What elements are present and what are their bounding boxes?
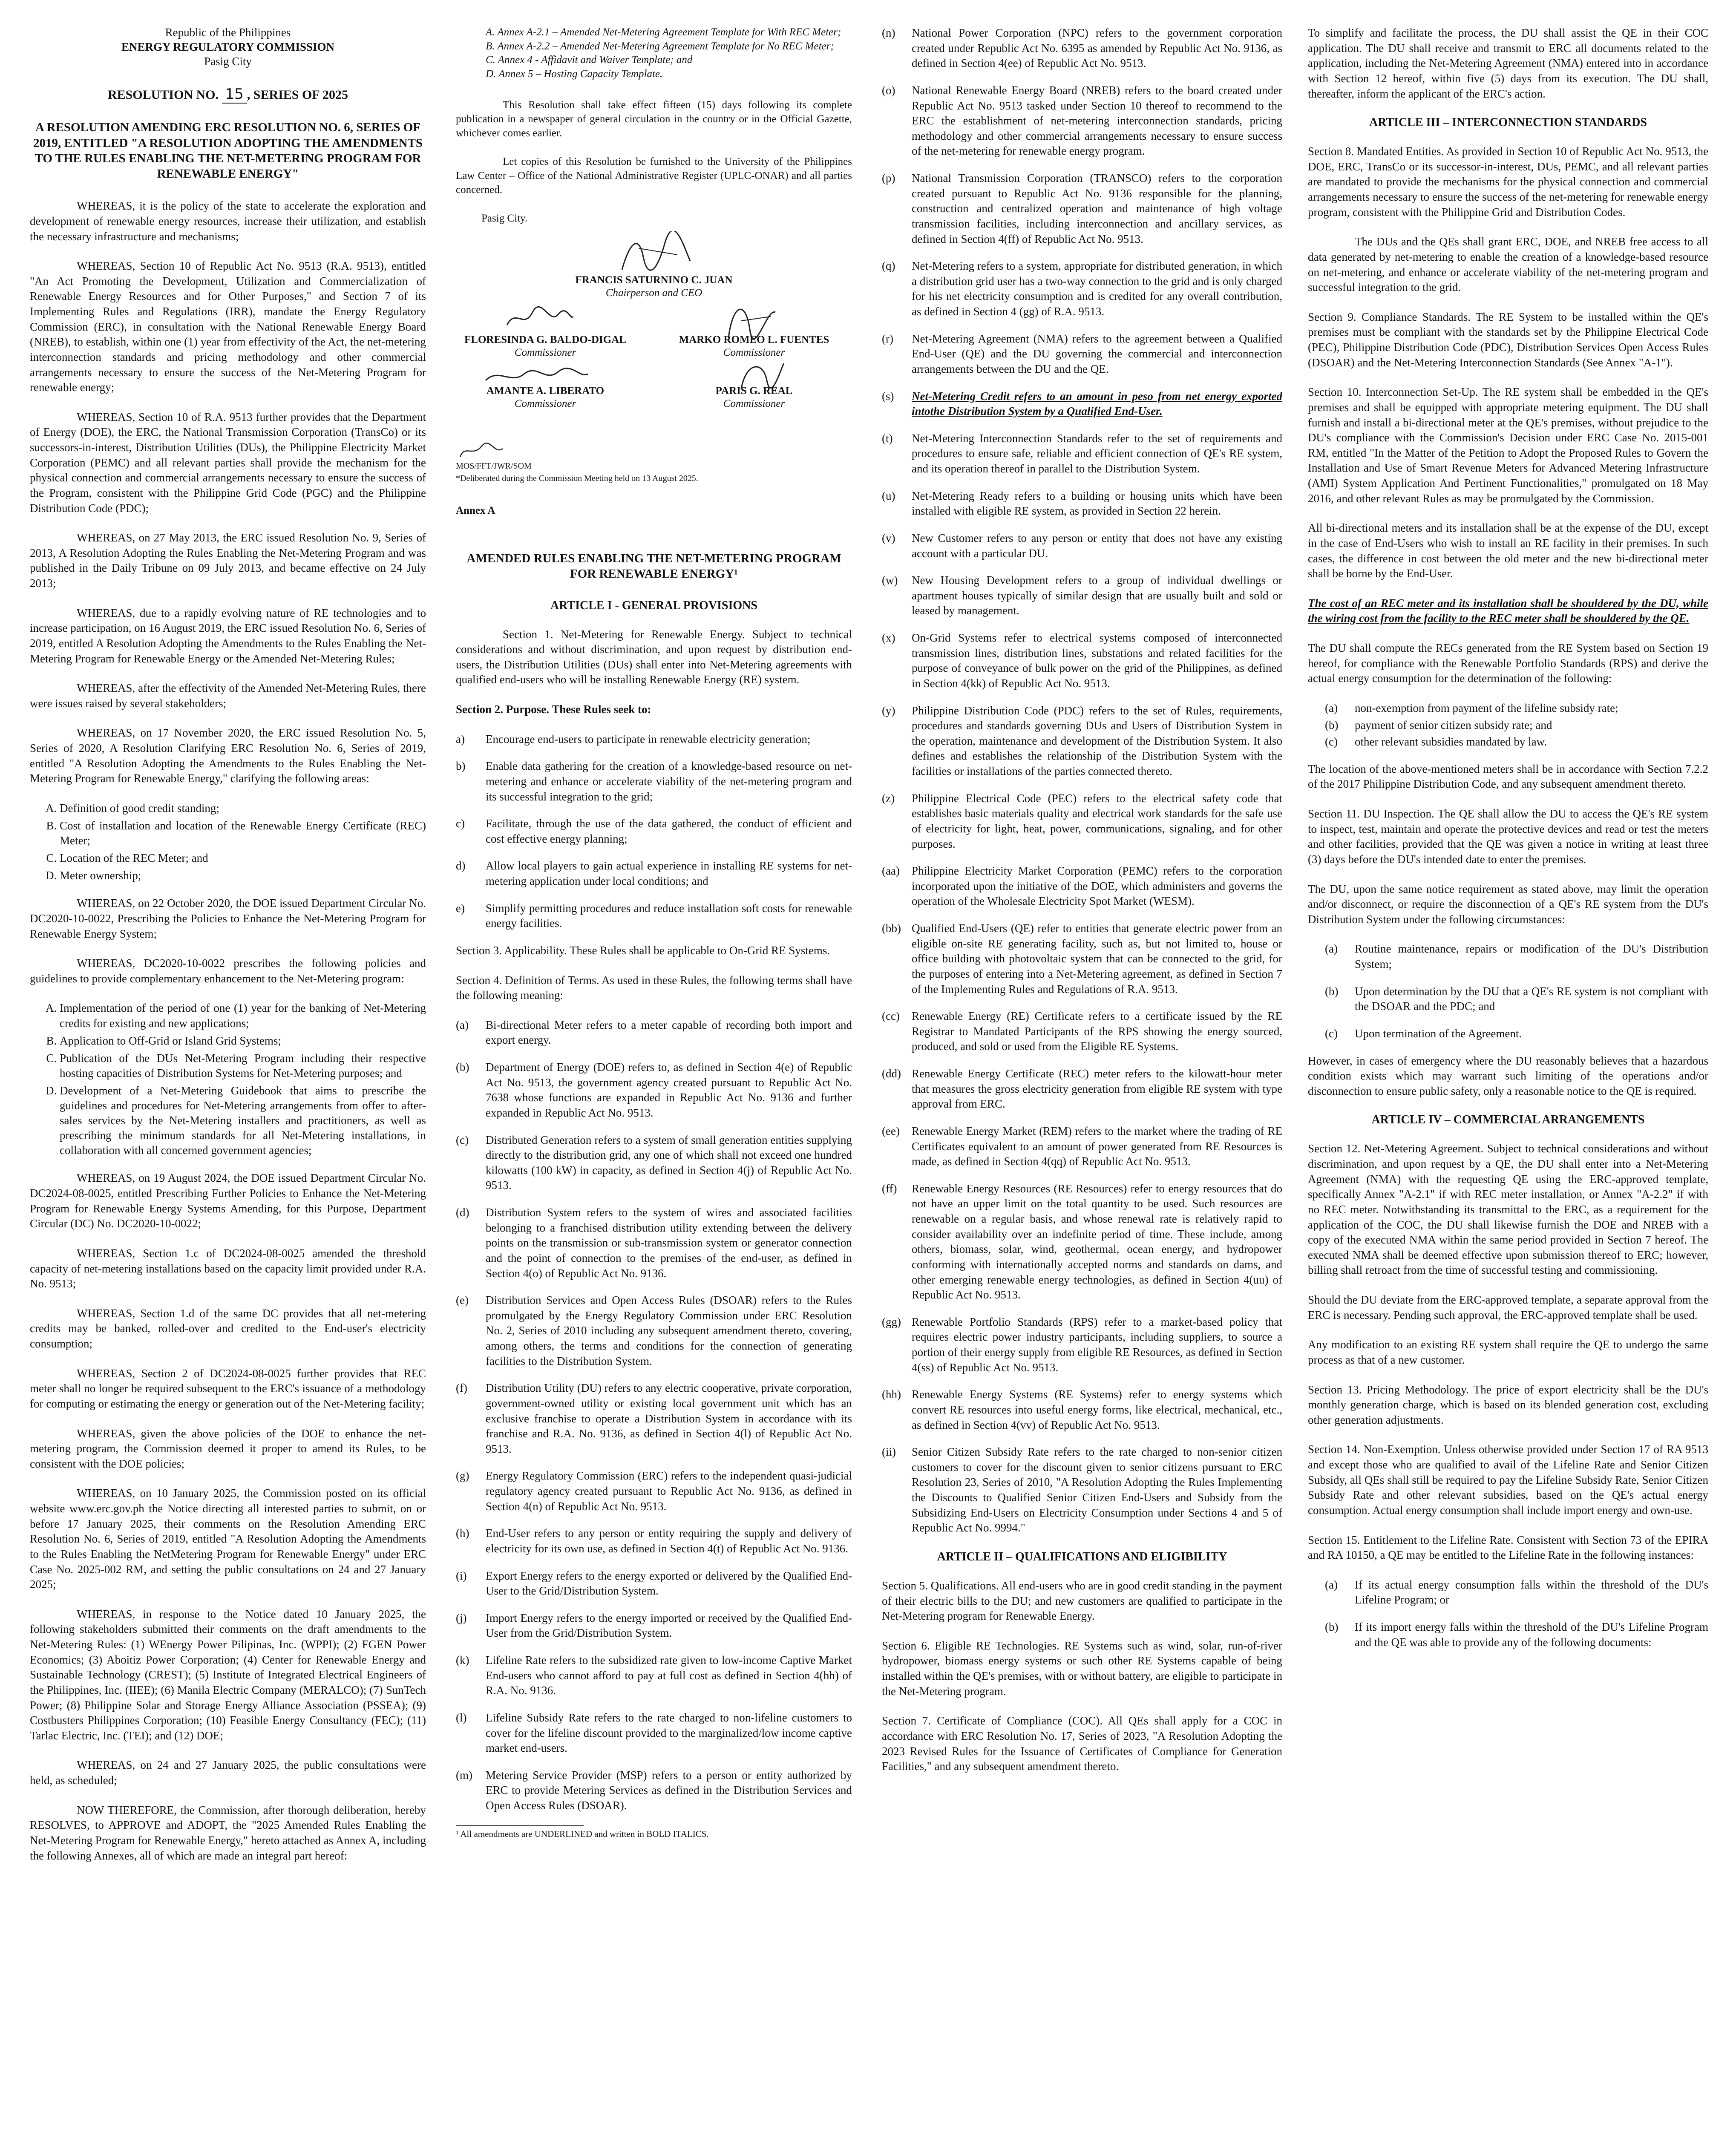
list-item: (gg) Renewable Portfolio Standards (RPS) refer to a market-based policy that requires electric power industry participants, including suppliers, to source a portion of their energy supply from eligible RE Resources, as defined in Section 4(ss) of Republic Act No. 9513. bbox=[882, 1315, 1282, 1374]
section-10-paragraph-2: All bi-directional meters and its installation shall be at the expense of the DU, except in the case of End-Users who wish to install an RE facility in their premises. In such cases, the difference in cost between the old meter and the new bi-directional meter shall be borne by the End-User. bbox=[1308, 521, 1708, 580]
section-7: Section 7. Certificate of Compliance (COC). All QEs shall apply for a COC in accordance with ERC Resolution No. 17, Series of 2023, "A Resolution Adopting the 2023 Revised Rules for the Issuance of Certificates of Compliance for Generation Facilities," and any subsequent amendment thereto. bbox=[882, 1714, 1282, 1773]
whereas-14: WHEREAS, given the above policies of the DOE to enhance the net-metering program, the Commission deemed it proper to amend its Rules, to be consistent with the DOE policies; bbox=[30, 1427, 426, 1470]
definitions-list bbox=[456, 1018, 852, 1813]
list-item: A. Implementation of the period of one (1) year for the banking of Net-Metering credits for existing and new applications; bbox=[60, 1001, 426, 1030]
clarified-areas-list bbox=[30, 801, 426, 883]
list-item: (k) Lifeline Rate refers to the subsidized rate given to low-income Captive Market End-users who cannot afford to pay at full cost as defined in Section 4(hh) of R.A. No. 9136. bbox=[456, 1654, 852, 1697]
article-3-heading: ARTICLE III – INTERCONNECTION STANDARDS bbox=[1369, 116, 1647, 130]
column-3 bbox=[882, 26, 1282, 2130]
whereas-8: WHEREAS, on 22 October 2020, the DOE issued Department Circular No. DC2020-10-0022, Prescribing the Policies to Enhance the Net-Metering Program for Renewable Energy System; bbox=[30, 897, 426, 940]
column-4 bbox=[1308, 26, 1708, 2130]
list-item: (j) Import Energy refers to the energy imported or received by the Qualified End-User from the Grid/Distribution System. bbox=[456, 1611, 852, 1640]
list-item: c) Facilitate, through the use of the data gathered, the conduct of efficient and cost effective energy planning; bbox=[456, 817, 852, 845]
section-1: Section 1. Net-Metering for Renewable Energy. Subject to technical considerations and without discrimination, and upon request by distribution end-users, the Distribution Utilities (DUs) shall enter into Net-Metering agreements with qualified end-users who will be installing Renewable Energy (RE) system. bbox=[456, 627, 852, 686]
copies-clause: Let copies of this Resolution be furnished to the University of the Philippines Law Center – Office of the National Administrative Register (UPLC-ONAR) and all parties concerned. bbox=[456, 156, 852, 196]
whereas-5: WHEREAS, due to a rapidly evolving nature of RE technologies and to increase participation, on 16 August 2019, the ERC issued Resolution No. 6, Series of 2019, entitled A Resolution Adopting the Amendments to the Rules Enabling the Net-Metering Program for Renewable Energy or the Amended Net-Metering Rules; bbox=[30, 606, 426, 665]
list-item: (w) New Housing Development refers to a group of individual dwellings or apartment houses typically of similar design that are usually built and sold or leased by management. bbox=[882, 574, 1282, 617]
section-8: Section 8. Mandated Entities. As provided in Section 10 of Republic Act No. 9513, the DOE, ERC, TransCo or its successor-in-interest, DUs, PEMC, and all relevant parties are mandated to provide the mechanisms for the physical connection and commercial arrangements necessary to ensure the success of the net-metering for renewable energy program, consistent with the Philippine Grid and Distribution Codes. bbox=[1308, 145, 1708, 219]
list-item: (c) Distributed Generation refers to a system of small generation entities supplying directly to the distribution grid, any one of which shall not exceed one hundred kilowatts (100 kW) in capacity, as defined in Section 4(j) of Republic Act No. 9513. bbox=[456, 1133, 852, 1192]
whereas-6: WHEREAS, after the effectivity of the Amended Net-Metering Rules, there were issues raised by several stakeholders; bbox=[30, 682, 426, 710]
signatory-commissioner-4: PARIS G. REAL Commissioner bbox=[715, 385, 793, 409]
whereas-7: WHEREAS, on 17 November 2020, the ERC issued Resolution No. 5, Series of 2020, A Resolution Clarifying ERC Resolution No. 6, Series of 2019, entitled "A Resolution Adopting the Amendments to the Rules Enabling the Net-Metering Program for Renewable Energy," clarifying the following areas: bbox=[30, 726, 426, 785]
list-item: D. Development of a Net-Metering Guidebook that aims to prescribe the guidelines and procedures for Net-Metering arrangements from offer to after-sales services by the Net-Metering installers and practitioners, as well as prescribing the minimum standards for all Net-Metering installations, in collaboration with all concerned government agencies; bbox=[60, 1083, 426, 1158]
signatory-commissioner-3: AMANTE A. LIBERATO Commissioner bbox=[486, 385, 605, 409]
column-1 bbox=[30, 26, 426, 2130]
list-item: (q) Net-Metering refers to a system, appropriate for distributed generation, in which a distribution grid user has a two-way connection to the grid and is only charged for his net electricity consumption and is credited for any overall contribution, as defined in Section 4 (gg) of R.A. 9513. bbox=[882, 259, 1282, 318]
list-item: A. Definition of good credit standing; bbox=[60, 801, 426, 816]
whereas-3: WHEREAS, Section 10 of R.A. 9513 further provides that the Department of Energy (DOE), the ERC, the National Transmission Corporation (TransCo) or its successors-in-interest, Distribution Utilities (DUs), the Philippine Electricity Market Corporation (PEMC) and all relevant parties shall provide the mechanism for the physical connection and commercial arrangements necessary to ensure the success of the Program, consistent with the Philippine Grid Code (PGC) and the Philippine Distribution Code (PDC); bbox=[30, 410, 426, 515]
section-10-paragraph-5: The location of the above-mentioned meters shall be in accordance with Section 7.2.2 of the 2017 Philippine Distribution Code, and any subsequent amendment thereto. bbox=[1308, 762, 1708, 791]
list-item: (cc) Renewable Energy (RE) Certificate refers to a certificate issued by the RE Registrar to Mandated Participants of the RPS showing the energy sourced, produced, and sold or used from the Eligible RE Systems. bbox=[882, 1010, 1282, 1053]
section-10: Section 10. Interconnection Set-Up. The RE system shall be embedded in the QE's premises and shall be equipped with appropriate metering equipment. The DU shall furnish and install a bi-directional meter at the QE's premises, without prejudice to the DU's compliance with the Commission's Decision under ERC Case No. 2015-001 RM, entitled "In the Matter of the Petition to Adopt the Proposed Rules to Govern the Installation and Use of Smart Revenue Meters for Advanced Metering Infrastructure (AMI) System Application And Pertinent Functionalities," promulgated on 18 May 2016, and other relevant Rules as may be promulgated by the Commission. bbox=[1308, 386, 1708, 505]
list-item: C. Annex 4 - Affidavit and Waiver Template; and bbox=[486, 54, 693, 66]
list-item: (d) Distribution System refers to the system of wires and associated facilities belonging to a franchised distribution utility extending between the delivery points on the transmission or sub-transmission system or generator connection and the point of connection to the premises of the end-user, as defined in Section 4(o) of Republic Act No. 9136. bbox=[456, 1206, 852, 1280]
list-item: (e) Distribution Services and Open Access Rules (DSOAR) refers to the Rules promulgated by the Energy Regulatory Commission under ERC Resolution No. 2, Series of 2010 including any subsequent amendment thereto, covering, among others, the terms and conditions for the connection of generating facilities to the Distribution System. bbox=[456, 1294, 852, 1367]
list-item: (o) National Renewable Energy Board (NREB) refers to the board created under Republic Act No. 9513 tasked under Section 10 thereof to recommend to the ERC the establishment of net-metering interconnection standards, pricing methodology and other commercial arrangements necessary to ensure success of the net-metering for renewable energy program. bbox=[882, 83, 1282, 158]
whereas-13: WHEREAS, Section 2 of DC2024-08-0025 further provides that REC meter shall no longer be required subsequent to the ERC's issuance of a methodology for computing or estimating the energy or generation out of the Net-Metering facility; bbox=[30, 1367, 426, 1410]
list-item: (a) If its actual energy consumption falls within the threshold of the DU's Lifeline Program; or bbox=[1325, 1578, 1708, 1606]
list-item: B. Cost of installation and location of the Renewable Energy Certificate (REC) Meter; bbox=[60, 818, 426, 848]
signatory-commissioner-1: FLORESINDA G. BALDO-DIGAL Commissioner bbox=[464, 334, 626, 358]
definitions-list-continued bbox=[882, 26, 1282, 1536]
list-item: (ii) Senior Citizen Subsidy Rate refers to the rate charged to non-senior citizen customers to cover for the discount given to senior citizens pursuant to ERC Resolution 23, Series of 2010, "A Resolution Adopting the Rules Implementing the Discounts to Qualified Senior Citizen End-Users and Subsidy from the Subsidizing End-Users on Electricity Consumption under Sections 4 and 5 of Republic Act No. 9994." bbox=[882, 1445, 1282, 1534]
column-2 bbox=[456, 26, 852, 2130]
article-2-heading: ARTICLE II – QUALIFICATIONS AND ELIGIBILITY bbox=[937, 1550, 1227, 1563]
list-item: (v) New Customer refers to any person or entity that does not have any existing account with a particular DU. bbox=[882, 531, 1282, 560]
list-item: D. Meter ownership; bbox=[60, 868, 426, 883]
list-item: e) Simplify permitting procedures and reduce installation soft costs for renewable energy facilities. bbox=[456, 901, 852, 930]
section-6: Section 6. Eligible RE Technologies. RE Systems such as wind, solar, run-of-river hydropower, biomass energy systems or such other RE Systems capable of being installed within the QE's premises, with or without battery, are eligible to participate in the Net-Metering program. bbox=[882, 1639, 1282, 1698]
list-item: (c) Upon termination of the Agreement. bbox=[1325, 1027, 1522, 1040]
whereas-12: WHEREAS, Section 1.d of the same DC provides that all net-metering credits may be banked, rolled-over and credited to the End-user's electricity consumption; bbox=[30, 1307, 426, 1350]
letterhead bbox=[30, 26, 426, 69]
rules-title: AMENDED RULES ENABLING THE NET-METERING PROGRAM FOR RENEWABLE ENERGY¹ bbox=[466, 552, 841, 581]
policies-list bbox=[30, 1001, 426, 1158]
list-item: (x) On-Grid Systems refer to electrical systems composed of interconnected transmission lines, distribution lines, substations and related facilities for the purpose of conveyance of bulk power on the grid of the Philippines, as defined in Section 4(kk) of Republic Act No. 9513. bbox=[882, 631, 1282, 690]
list-item: (b) If its import energy falls within the threshold of the DU's Lifeline Program and the QE was able to provide any of the following documents: bbox=[1325, 1621, 1708, 1649]
list-item: C. Publication of the DUs Net-Metering Program including their respective hosting capacities of Distribution Systems for Net-Metering purposes; and bbox=[60, 1051, 426, 1081]
list-item: (ee) Renewable Energy Market (REM) refers to the market where the trading of RE Certificates equivalent to an amount of power generated from RE Resources is made, as defined in Section 4(qq) of Republic Act No. 9513. bbox=[882, 1124, 1282, 1168]
signatory-commissioner-2: MARKO ROMEO L. FUENTES Commissioner bbox=[679, 334, 829, 358]
annex-list bbox=[456, 26, 852, 81]
list-item: (y) Philippine Distribution Code (PDC) refers to the set of Rules, requirements, procedures and standards governing DUs and Users of Distribution System in the operation, maintenance and development of the Distribution System. It also defines and establishes the relationship of the Distribution System with the facilities or installations of the parties connected thereto. bbox=[882, 704, 1282, 777]
section-10-paragraph-4: The DU shall compute the RECs generated from the RE System based on Section 19 hereof, for compliance with the Renewable Portfolio Standards (RPS) and derive the actual energy consumption for the determination of the following: bbox=[1308, 642, 1708, 685]
purpose-list bbox=[456, 732, 852, 931]
section-3: Section 3. Applicability. These Rules shall be applicable to On-Grid RE Systems. bbox=[456, 944, 830, 957]
whereas-10: WHEREAS, on 19 August 2024, the DOE issued Department Circular No. DC2024-08-0025, entitled Prescribing Further Policies to Enhance the Net-Metering Program for Renewable Energy Systems Amending, for this Purpose, Department Circular (DC) No. DC2020-10-0022; bbox=[30, 1172, 426, 1230]
footnote: ¹ All amendments are UNDERLINED and written in BOLD ITALICS. bbox=[456, 1825, 584, 1839]
list-item: (bb) Qualified End-Users (QE) refer to entities that generate electric power from an eligible on-site RE generating facility, such as, but not limited to, house or office building with photovoltaic system that can be connected to the grid, for the purposes of entering into a Net-Metering agreement, as defined in Section 7 of the Implementing Rules and Regulations of R.A. 9513. bbox=[882, 922, 1282, 996]
list-item: (l) Lifeline Subsidy Rate refers to the rate charged to non-lifeline customers to cover for the lifeline discount provided to the marginalized/low income captive market end-users. bbox=[456, 1711, 852, 1755]
section-12-paragraph-2: Should the DU deviate from the ERC-approved template, a separate approval from the ERC is necessary. Pending such approval, the ERC-approved template shall be used. bbox=[1308, 1293, 1708, 1321]
list-item: (n) National Power Corporation (NPC) refers to the government corporation created under Republic Act No. 6395 as amended by Republic Act No. 9136, as defined in Section 4(ee) of Republic Act No. 9513. bbox=[882, 26, 1282, 70]
list-item: (u) Net-Metering Ready refers to a building or housing units which have been installed with eligible RE system, as provided in Section 22 herein. bbox=[882, 489, 1282, 518]
signature-baldo-digal-image bbox=[503, 304, 575, 334]
whereas-1: WHEREAS, it is the policy of the state to accelerate the exploration and development of renewable energy resources, increase their utilization, and establish the necessary infrastructure and mechanisms; bbox=[30, 199, 426, 243]
resolving-clause: NOW THEREFORE, the Commission, after thorough deliberation, hereby RESOLVES, to APPROVE and ADOPT, the "2025 Amended Rules Enabling the Net-Metering Program for Renewable Energy," hereto attached as Annex A, including the following Annexes, all of which are made an integral part hereof: bbox=[30, 1803, 426, 1862]
section-13: Section 13. Pricing Methodology. The price of export electricity shall be the DU's monthly generation charge, which is based on its blended generation cost, excluding other generation adjustments. bbox=[1308, 1383, 1708, 1426]
section-11: Section 11. DU Inspection. The QE shall allow the DU to access the QE's RE system to inspect, test, maintain and operate the protective devices and read or test the meters and other facilities, provided that the QE was given a notice in writing at least three (3) days before the DU's intended date to enter the premises. bbox=[1308, 807, 1708, 866]
subsidy-list bbox=[1308, 701, 1708, 750]
resolution-title: A RESOLUTION AMENDING ERC RESOLUTION NO. 6, SERIES OF 2019, ENTITLED "A RESOLUTION ADOPTING THE AMENDMENTS TO THE RULES ENABLING THE NET-METERING PROGRAM FOR RENEWABLE ENERGY" bbox=[33, 121, 423, 181]
list-item: (aa) Philippine Electricity Market Corporation (PEMC) refers to the corporation incorporated upon the initiative of the DOE, which administers and governs the operation of the Wholesale Electricity Spot Market (WESM). bbox=[882, 864, 1282, 908]
section-14: Section 14. Non-Exemption. Unless otherwise provided under Section 17 of RA 9513 and except those who are qualified to avail of the Lifeline Rate and Senior Citizen Subsidy, all QEs shall still be required to pay the Lifeline Subsidy Rate, Senior Citizen Subsidy Rate and other relevant subsidies, based on the QE's actual energy consumption. Actual energy consumption shall include import energy and own-use. bbox=[1308, 1443, 1708, 1517]
whereas-15: WHEREAS, on 10 January 2025, the Commission posted on its official website www.erc.gov.ph the Notice directing all interested parties to submit, on or before 17 January 2025, their comments on the Resolution Amending ERC Resolution No. 6, Series of 2019, entitled "A Resolution Adopting the Amendments to the Rules Enabling the NetMetering Program for Renewable Energy" under ERC Case No. 2025-002 RM, and setting the public consultations on 24 and 27 January 2025; bbox=[30, 1487, 426, 1591]
section-12: Section 12. Net-Metering Agreement. Subject to technical considerations and without discrimination, and upon request by a QE, the DU shall enter into a Net-Metering Agreement (NMA) with the requesting QE using the ERC-approved template, specifically Annex "A-2.1" if with REC meter installation, or Annex "A-2.2" if with no REC meter. Notwithstanding its transmittal to the ERC, as a requirement for the application of the COC, the DU shall likewise furnish the DOE and NREB with a copy of the executed NMA within the same period provided in Section 7 hereof. The executed NMA shall be deemed effective upon submission thereof to ERC; however, billing shall retroact from the time of successful testing and commissioning. bbox=[1308, 1142, 1708, 1277]
whereas-4: WHEREAS, on 27 May 2013, the ERC issued Resolution No. 9, Series of 2013, A Resolution Adopting the Rules Enabling the Net-Metering Program and was published in the Daily Tribune on 09 July 2013, and became effective on 24 July 2013; bbox=[30, 531, 426, 590]
place-line: Pasig City. bbox=[481, 213, 528, 224]
list-item: B. Annex A-2.2 – Amended Net-Metering Agreement Template for No REC Meter; bbox=[486, 40, 834, 52]
commission-name: ENERGY REGULATORY COMMISSION bbox=[121, 40, 335, 53]
section-4: Section 4. Definition of Terms. As used in these Rules, the following terms shall have the following meaning: bbox=[456, 973, 852, 1002]
list-item: (f) Distribution Utility (DU) refers to any electric cooperative, private corporation, government-owned utility or existing local government unit which has an exclusive franchise to operate a Distribution System in accordance with its franchise and R.A. No. 9136, as defined in Section 4(l) of Republic Act No. 9513. bbox=[456, 1382, 852, 1455]
list-item: (b) Department of Energy (DOE) refers to, as defined in Section 4(e) of Republic Act No. 9513, the government agency created pursuant to Republic Act No. 7638 whose functions are expanded in Republic Act No. 9136 and further expanded in Republic Act No. 9513. bbox=[456, 1061, 852, 1119]
list-item: (dd) Renewable Energy Certificate (REC) meter refers to the kilowatt-hour meter that measures the gross electricity generation from eligible RE system with type approval from ERC. bbox=[882, 1067, 1282, 1111]
list-item: (s) Net-Metering Credit refers to an amount in peso from net energy exported intothe Distribution System by a Qualified End-User. bbox=[882, 389, 1282, 418]
whereas-16: WHEREAS, in response to the Notice dated 10 January 2025, the following stakeholders submitted their comments on the draft amendments to the Net-Metering Rules: (1) WEnergy Power Pilipinas, Inc. (WPPI); (2) FGEN Power Economics; (3) Aboitiz Power Corporation; (4) Center for Renewable Energy and Sustainable Technology (CREST); (5) Institute of Integrated Electrical Engineers of the Philippines, Inc. (IIEE); (6) Manila Electric Company (MERALCO); (7) SunTech Power; (8) Philippine Solar and Storage Energy Alliance Association (PSSEA); (9) Costbusters Philippines Corporation; (10) Feasible Energy Consultancy (FEC); (11) Tarlac Electric, Inc. (TEI); and (12) DOE; bbox=[30, 1607, 426, 1742]
lifeline-list bbox=[1308, 1577, 1708, 1650]
section-9: Section 9. Compliance Standards. The RE System to be installed within the QE's premises must be compliant with the standards set by the Philippine Electrical Code (PEC), Philippine Distribution Code (PDC), Distribution Services Open Access Rules (DSOAR) and the Net-Metering Interconnection Standards (See Annex "A-1"). bbox=[1308, 310, 1708, 369]
signature-block bbox=[456, 240, 852, 440]
list-item: (m) Metering Service Provider (MSP) refers to a person or entity authorized by ERC to provide Metering Services as defined in the Distribution Services and Open Access Rules (DSOAR). bbox=[456, 1768, 852, 1812]
signatory-chair: FRANCIS SATURNINO C. JUAN Chairperson and CEO bbox=[575, 274, 733, 299]
section-10-paragraph-3: The cost of an REC meter and its installation shall be shouldered by the DU, while the wiring cost from the facility to the REC meter shall be shouldered by the QE. bbox=[1308, 596, 1708, 625]
list-item: (b) payment of senior citizen subsidy rate; and bbox=[1325, 718, 1552, 731]
whereas-2: WHEREAS, Section 10 of Republic Act No. 9513 (R.A. 9513), entitled "An Act Promoting the Development, Utilization and Commercialization of Renewable Energy Resources and for Other Purposes," and Section 7 of its Implementing Rules and Regulations (IRR), mandate the Energy Regulatory Commission (ERC), in consultation with the National Renewable Energy Board (NREB), to establish, within one (1) year from effectivity of the Act, the net-metering interconnection standards and pricing methodology and other commercial arrangements necessary to ensure the success of the Net-Metering Program for renewable energy; bbox=[30, 259, 426, 394]
list-item: A. Annex A-2.1 – Amended Net-Metering Agreement Template for With REC Meter; bbox=[486, 26, 841, 38]
initials-line: MOS/FFT/JWR/SOM bbox=[456, 461, 532, 471]
list-item: (i) Export Energy refers to the energy exported or delivered by the Qualified End-User to the Grid/Distribution System. bbox=[456, 1569, 852, 1598]
list-item: (p) National Transmission Corporation (TRANSCO) refers to the corporation created pursuant to Republic Act No. 9136 responsible for the planning, construction and centralized operation and maintenance of high voltage transmission facilities, including interconnection and ancillary services, as defined in Section 4(ff) of Republic Act No. 9513. bbox=[882, 172, 1282, 245]
list-item: (a) Bi-directional Meter refers to a meter capable of recording both import and export energy. bbox=[456, 1018, 852, 1047]
section-8-paragraph-2: The DUs and the QEs shall grant ERC, DOE, and NREB free access to all data generated by net-metering to enable the creation of a knowledge-based resource on net-metering, and enhance or accelerate viability of the net-metering program and successful integration to the grid. bbox=[1308, 235, 1708, 294]
resolution-number: RESOLUTION NO. 15 , SERIES OF 2025 bbox=[107, 86, 348, 103]
initial-mark-image bbox=[456, 440, 507, 461]
republic-line: Republic of the Philippines bbox=[165, 26, 291, 39]
list-item: C. Location of the REC Meter; and bbox=[60, 851, 426, 866]
list-item: a) Encourage end-users to participate in renewable electricity generation; bbox=[456, 732, 811, 746]
section-5: Section 5. Qualifications. All end-users who are in good credit standing in the payment of their electric bills to the DU; and new customers are qualified to participate in the Net-Metering program for Renewable Energy. bbox=[882, 1579, 1282, 1623]
whereas-17: WHEREAS, on 24 and 27 January 2025, the public consultations were held, as scheduled; bbox=[30, 1759, 426, 1787]
whereas-9: WHEREAS, DC2020-10-0022 prescribes the following policies and guidelines to provide complementary enhancement to the Net-Metering program: bbox=[30, 957, 426, 985]
list-item: (a) non-exemption from payment of the lifeline subsidy rate; bbox=[1325, 701, 1618, 714]
section-12-paragraph-3: Any modification to an existing RE system shall require the QE to undergo the same process as that of a new customer. bbox=[1308, 1338, 1708, 1366]
list-item: d) Allow local players to gain actual experience in installing RE systems for net-metering application under local conditions; and bbox=[456, 859, 852, 887]
city-line: Pasig City bbox=[204, 55, 252, 68]
section-15: Section 15. Entitlement to the Lifeline Rate. Consistent with Section 73 of the EPIRA and RA 10150, a QE may be entitled to the Lifeline Rate in the following instances: bbox=[1308, 1533, 1708, 1562]
list-item: (c) other relevant subsidies mandated by law. bbox=[1325, 735, 1547, 748]
section-11-paragraph-2: The DU, upon the same notice requirement as stated above, may limit the operation and/or disconnect, or require the disconnection of a QE's RE system from the DU's Distribution System under the following circumstances: bbox=[1308, 882, 1708, 926]
list-item: B. Application to Off-Grid or Island Grid Systems; bbox=[60, 1033, 426, 1048]
list-item: (g) Energy Regulatory Commission (ERC) refers to the independent quasi-judicial regulatory agency created pursuant to Republic Act No. 9136, as defined in Section 4(n) of Republic Act No. 9513. bbox=[456, 1469, 852, 1513]
section-11-paragraph-3: However, in cases of emergency where the DU reasonably believes that a hazardous condition exists which may warrant such limiting of the operations and/or disconnection to ensure public safety, only a reasonable notice to the QE is required. bbox=[1308, 1054, 1708, 1097]
list-item: (r) Net-Metering Agreement (NMA) refers to the agreement between a Qualified End-User (QE) and the DU governing the commercial and interconnection arrangements between the DU and the QE. bbox=[882, 332, 1282, 375]
list-item: (ff) Renewable Energy Resources (RE Resources) refer to energy resources that do not have an upper limit on the total quantity to be used. Such resources are renewable on a regular basis, and whose renewal rate is relatively rapid to consider availability over an indefinite period of time. These include, among others, biomass, solar, wind, geothermal, ocean energy, and hydropower conforming with internationally accepted norms and standards on dams, and other emerging renewable energy technologies, as defined in Section 4(uu) of Republic Act No. 9513. bbox=[882, 1182, 1282, 1301]
list-item: (h) End-User refers to any person or entity requiring the supply and delivery of electricity for its own use, as defined in Section 4(t) of Republic Act No. 9136. bbox=[456, 1527, 852, 1555]
list-item: (b) Upon determination by the DU that a QE's RE system is not compliant with the DSOAR and the PDC; and bbox=[1325, 984, 1708, 1013]
section-2: Section 2. Purpose. These Rules seek to: bbox=[456, 703, 651, 716]
list-item: (a) Routine maintenance, repairs or modification of the DU's Distribution System; bbox=[1325, 942, 1708, 970]
list-item: D. Annex 5 – Hosting Capacity Template. bbox=[486, 68, 663, 80]
effectivity-clause: This Resolution shall take effect fifteen (15) days following its complete publication in a newspaper of general circulation in the country or in the Official Gazette, whichever comes earlier. bbox=[456, 99, 852, 139]
deliberation-note: *Deliberated during the Commission Meeting held on 13 August 2025. bbox=[456, 474, 698, 483]
list-item: (z) Philippine Electrical Code (PEC) refers to the electrical safety code that establishes basic materials quality and electrical work standards for the safe use of electricity for light, heat, power, communications, signaling, and for other purposes. bbox=[882, 792, 1282, 850]
list-item: (hh) Renewable Energy Systems (RE Systems) refer to energy systems which convert RE resources into useful energy forms, like electrical, mechanical, etc., as defined in Section 4(vv) of Republic Act No. 9513. bbox=[882, 1388, 1282, 1431]
disconnection-list bbox=[1308, 941, 1708, 1041]
signature-juan-image bbox=[613, 231, 699, 278]
list-item: b) Enable data gathering for the creation of a knowledge-based resource on net-metering and enhance or accelerate viability of the net-metering program and its successful integration to the grid; bbox=[456, 760, 852, 803]
article-1-heading: ARTICLE I - GENERAL PROVISIONS bbox=[550, 599, 757, 612]
article-4-heading: ARTICLE IV – COMMERCIAL ARRANGEMENTS bbox=[1371, 1113, 1645, 1127]
coc-assistance-paragraph: To simplify and facilitate the process, the DU shall assist the QE in their COC application. The DU shall receive and transmit to ERC all documents related to the application, including the Net-Metering Agreement (NMA) entered into in accordance with Section 12 hereof, within five (5) days from its execution. The DU shall, thereafter, inform the applicant of the ERC's action. bbox=[1308, 26, 1708, 100]
resolution-number-handwritten: 15 bbox=[222, 86, 247, 104]
annex-a-label: Annex A bbox=[456, 505, 495, 516]
whereas-11: WHEREAS, Section 1.c of DC2024-08-0025 amended the threshold capacity of net-metering installations based on the capacity limit provided under R.A. No. 9513; bbox=[30, 1246, 426, 1290]
list-item: (t) Net-Metering Interconnection Standards refer to the set of requirements and procedures to ensure safe, reliable and efficient connection of QE's RE system, and its operation thereof in parallel to the Distribution System. bbox=[882, 432, 1282, 475]
